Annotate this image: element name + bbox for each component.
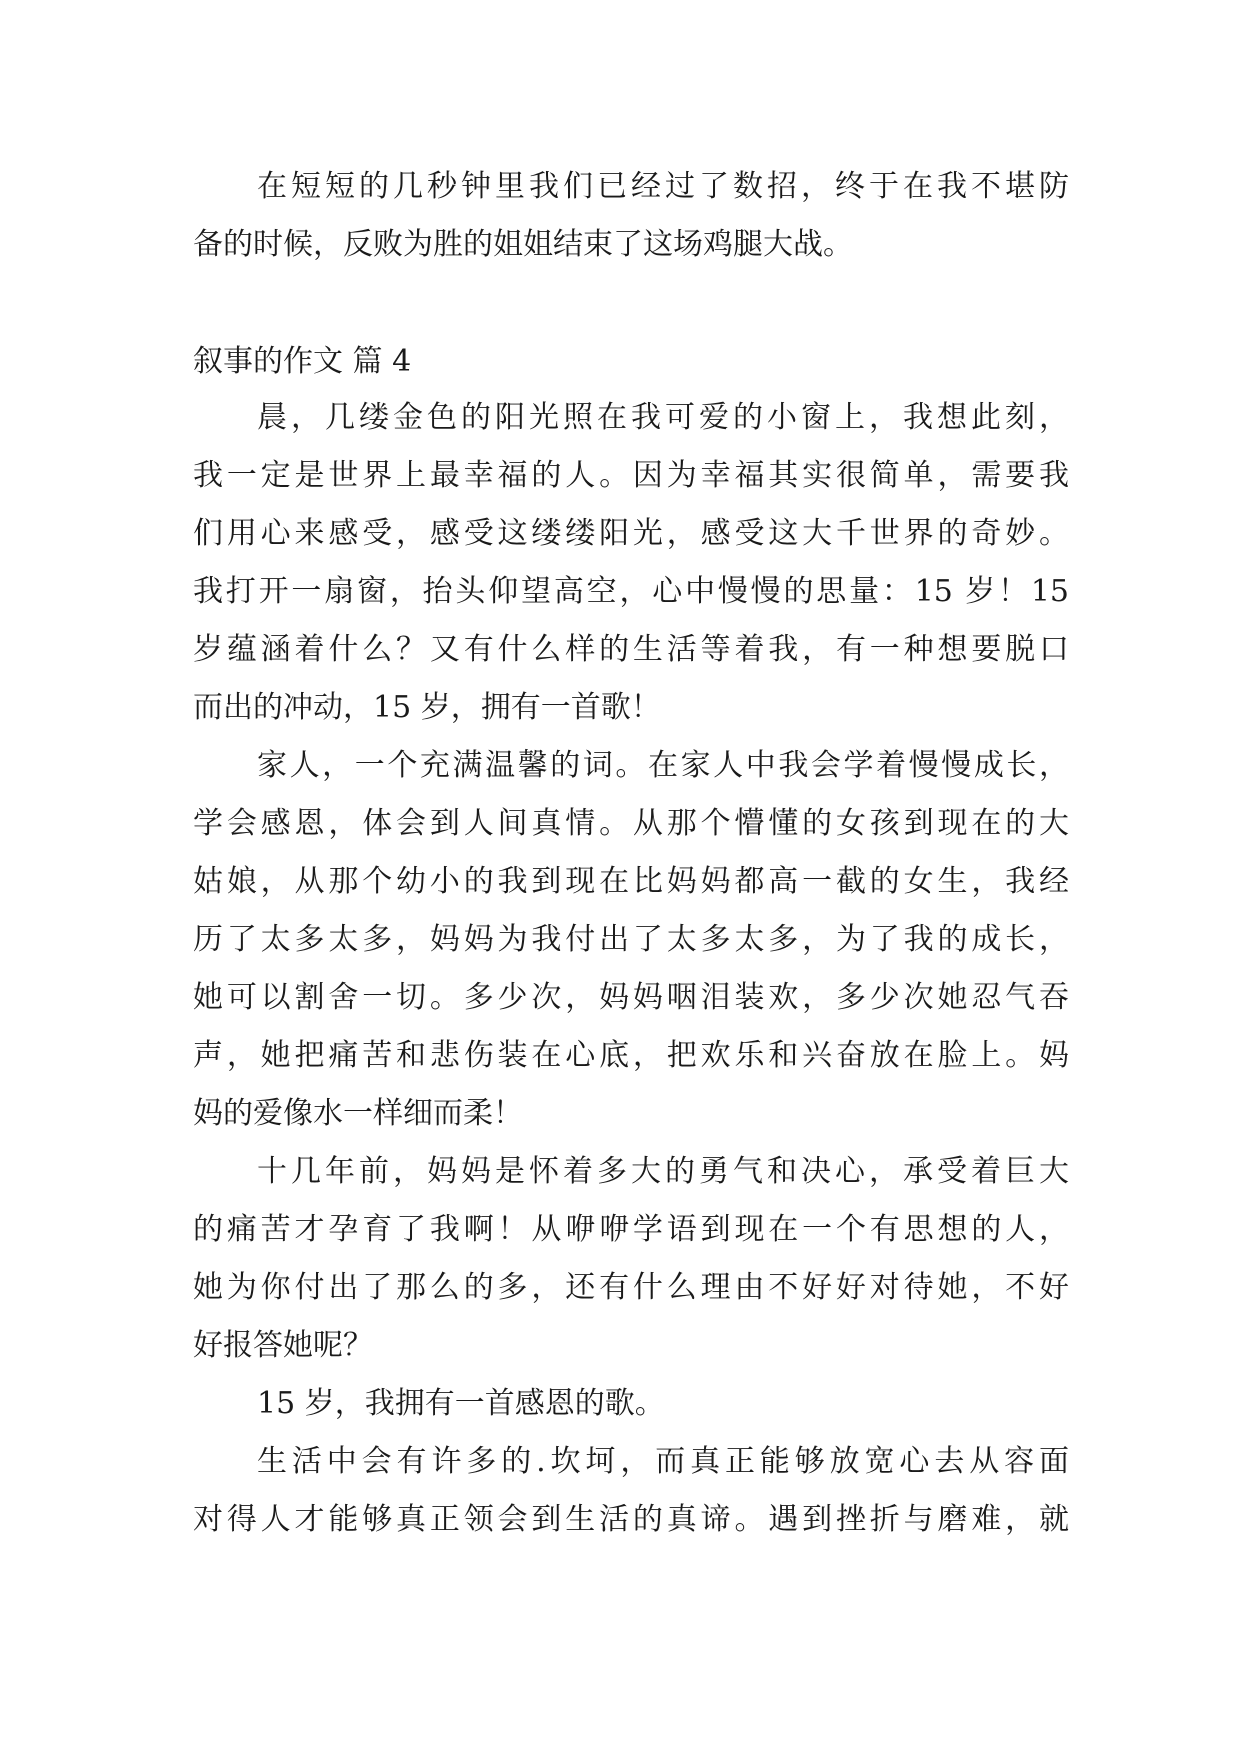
text-line: 家人，一个充满温馨的词。在家人中我会学着慢慢成长，	[257, 748, 1069, 783]
text-line: 我打开一扇窗，抬头仰望高空，心中慢慢的思量：15 岁！15	[193, 574, 1069, 609]
text-line: 我一定是世界上最幸福的人。因为幸福其实很简单，需要我	[193, 458, 1069, 493]
essay-body	[193, 389, 1069, 1549]
text-line: 15 岁，我拥有一首感恩的歌。	[257, 1386, 665, 1421]
text-line: 的痛苦才孕育了我啊！从咿咿学语到现在一个有思想的人，	[193, 1212, 1069, 1247]
text-line: 她为你付出了那么的多，还有什么理由不好好对待她，不好	[193, 1270, 1069, 1305]
text-line: 而出的冲动，15 岁，拥有一首歌！	[193, 690, 661, 725]
text-line: 姑娘，从那个幼小的我到现在比妈妈都高一截的女生，我经	[193, 864, 1069, 899]
text-line: 备的时候，反败为胜的姐姐结束了这场鸡腿大战。	[193, 227, 853, 262]
text-line: 岁蕴涵着什么？又有什么样的生活等着我，有一种想要脱口	[193, 632, 1069, 667]
text-line: 历了太多太多，妈妈为我付出了太多太多，为了我的成长，	[193, 922, 1069, 957]
text-line: 学会感恩，体会到人间真情。从那个懵懂的女孩到现在的大	[193, 806, 1069, 841]
section-title: 叙事的作文 篇 4	[193, 344, 412, 379]
text-line: 在短短的几秒钟里我们已经过了数招，终于在我不堪防	[257, 169, 1069, 204]
text-line: 妈的爱像水一样细而柔！	[193, 1096, 523, 1131]
text-line: 对得人才能够真正领会到生活的真谛。遇到挫折与磨难，就	[193, 1502, 1069, 1537]
text-line: 好报答她呢？	[193, 1328, 373, 1363]
text-line: 她可以割舍一切。多少次，妈妈咽泪装欢，多少次她忍气吞	[193, 980, 1069, 1015]
text-line: 生活中会有许多的.坎坷，而真正能够放宽心去从容面	[257, 1444, 1069, 1479]
text-line: 声，她把痛苦和悲伤装在心底，把欢乐和兴奋放在脸上。妈	[193, 1038, 1069, 1073]
section-heading-block	[193, 333, 1069, 391]
text-line: 晨，几缕金色的阳光照在我可爱的小窗上，我想此刻，	[257, 400, 1069, 435]
text-line: 们用心来感受，感受这缕缕阳光，感受这大千世界的奇妙。	[193, 516, 1069, 551]
intro-paragraph	[193, 158, 1069, 274]
text-line: 十几年前，妈妈是怀着多大的勇气和决心，承受着巨大	[257, 1154, 1069, 1189]
